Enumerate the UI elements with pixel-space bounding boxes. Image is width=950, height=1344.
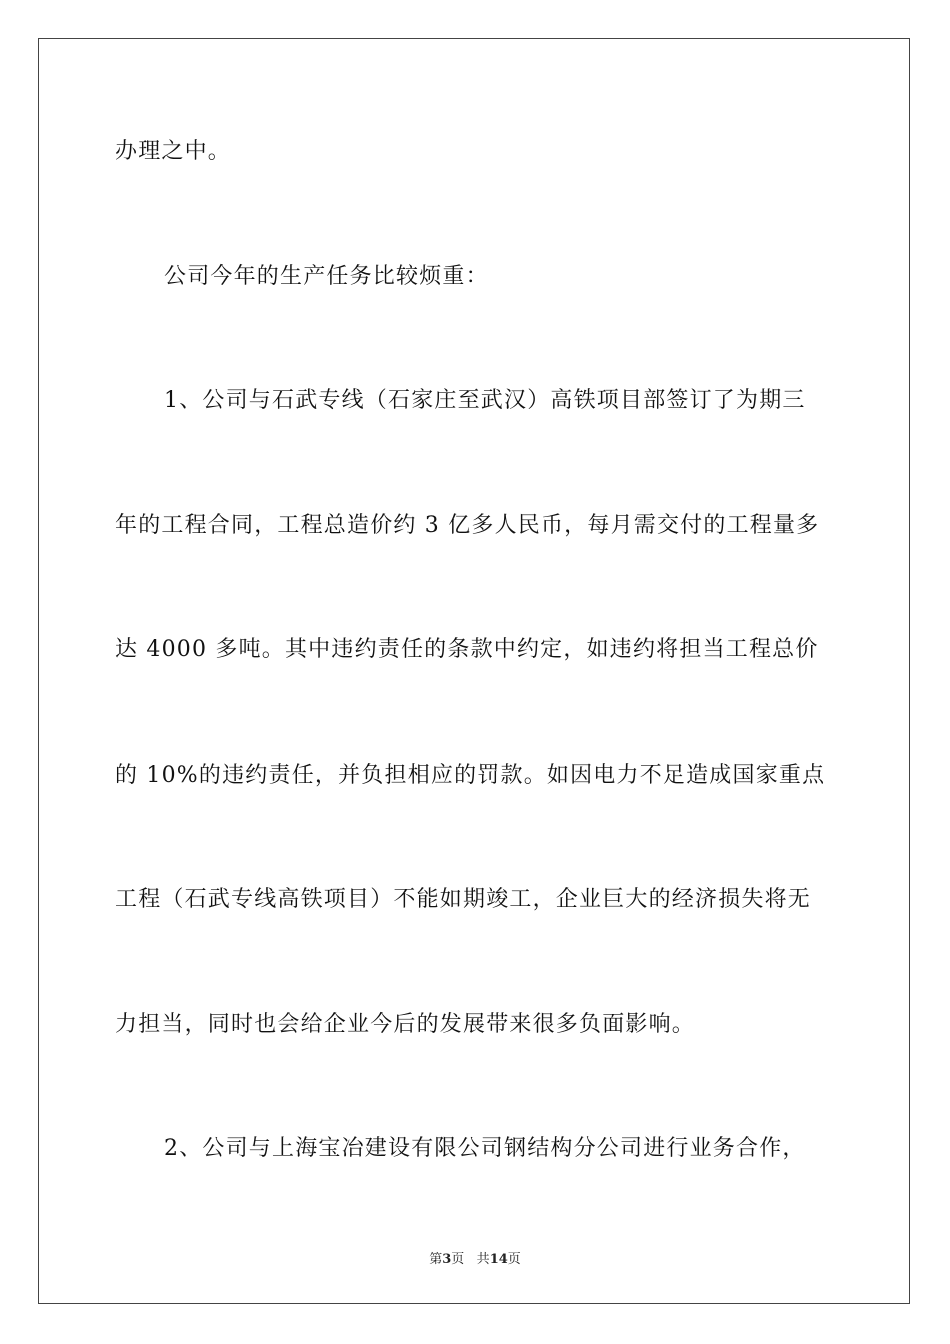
text-line-9: 2、公司与上海宝冶建设有限公司钢结构分公司进行业务合作，	[164, 1136, 806, 1161]
text-line-5: 达 4000 多吨。其中违约责任的条款中约定，如违约将担当工程总价	[115, 637, 819, 662]
page-prefix: 第	[429, 1252, 443, 1267]
text-line-7: 工程（石武专线高铁项目）不能如期竣工，企业巨大的经济损失将无	[115, 887, 812, 912]
page-number: 3	[442, 1252, 452, 1267]
text-line-1: 办理之中。	[115, 139, 232, 164]
text-line-6: 的 10%的违约责任，并负担相应的罚款。如因电力不足造成国家重点	[115, 763, 826, 788]
page-footer	[0, 1248, 950, 1267]
total-prefix: 共	[476, 1252, 490, 1267]
text-line-3: 1、公司与石武专线（石家庄至武汉）高铁项目部签订了为期三	[164, 388, 806, 413]
total-suffix: 页	[507, 1252, 521, 1267]
total-pages: 14	[489, 1252, 508, 1267]
page-border	[38, 38, 910, 1304]
text-line-2: 公司今年的生产任务比较烦重：	[164, 264, 489, 289]
page-suffix: 页	[451, 1252, 465, 1267]
text-line-4: 年的工程合同，工程总造价约 3 亿多人民币，每月需交付的工程量多	[115, 513, 820, 538]
text-line-8: 力担当，同时也会给企业今后的发展带来很多负面影响。	[115, 1012, 696, 1037]
